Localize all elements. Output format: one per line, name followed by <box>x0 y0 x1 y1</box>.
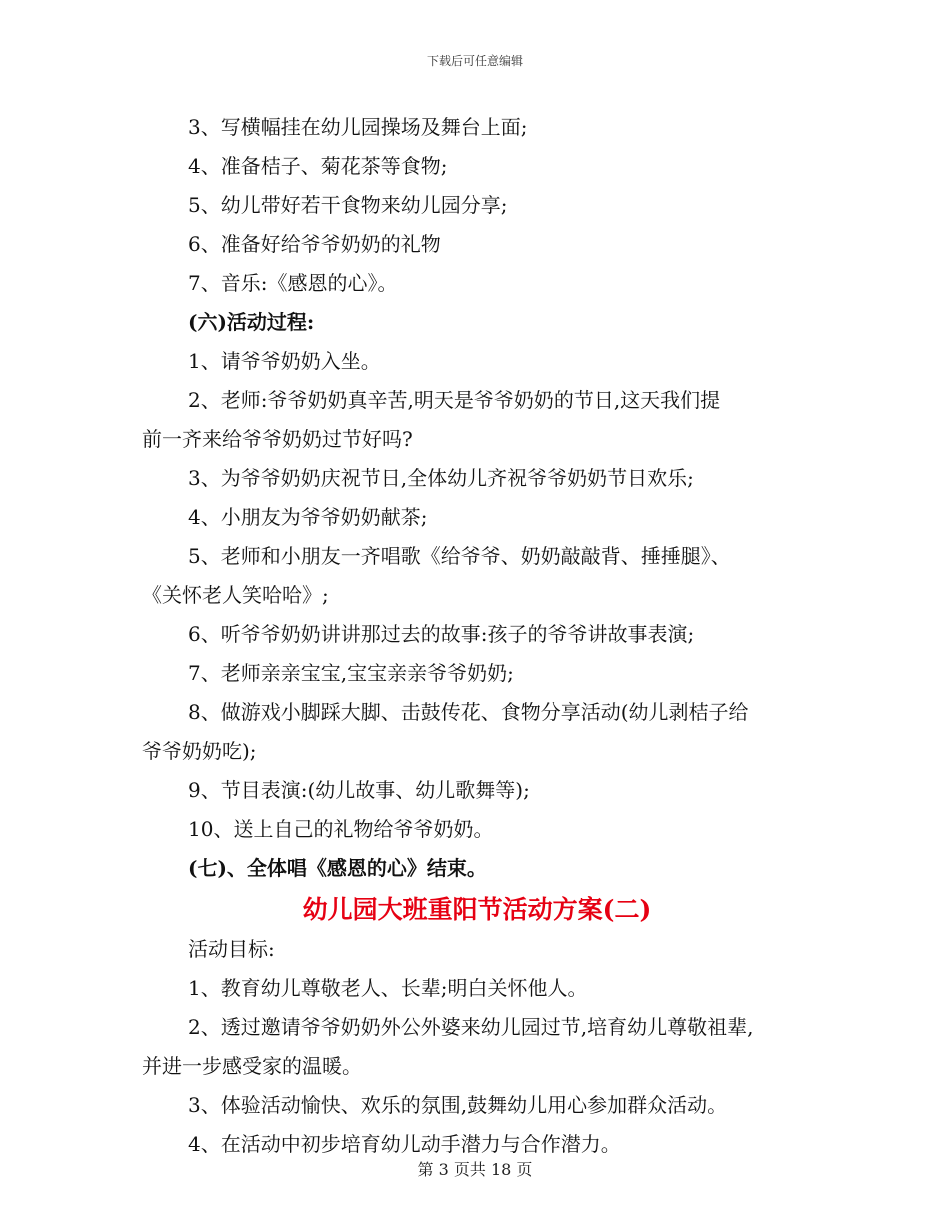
list-item: 4、准备桔子、菊花茶等食物; <box>188 154 448 178</box>
list-item: 7、音乐:《感恩的心》。 <box>188 271 398 295</box>
list-item: 8、做游戏小脚踩大脚、击鼓传花、食物分享活动(幼儿剥桔子给 <box>188 700 749 724</box>
document-body <box>142 108 812 1164</box>
list-item-continuation: 《关怀老人笑哈哈》; <box>142 583 329 607</box>
section-heading: (六)活动过程: <box>188 310 315 334</box>
list-item-continuation: 并进一步感受家的温暖。 <box>142 1054 362 1078</box>
page-header: 下载后可任意编辑 <box>426 54 523 68</box>
list-item: 10、送上自己的礼物给爷爷奶奶。 <box>188 817 494 841</box>
list-item: 1、请爷爷奶奶入坐。 <box>188 349 381 373</box>
list-item: 3、体验活动愉快、欢乐的氛围,鼓舞幼儿用心参加群众活动。 <box>188 1093 728 1117</box>
page-footer: 第 3 页共 18 页 <box>417 1160 533 1179</box>
paragraph-label: 活动目标: <box>188 937 275 961</box>
list-item: 1、教育幼儿尊敬老人、长辈;明白关怀他人。 <box>188 976 588 1000</box>
list-item: 6、听爷爷奶奶讲讲那过去的故事:孩子的爷爷讲故事表演; <box>188 622 695 646</box>
section-heading: (七)、全体唱《感恩的心》结束。 <box>188 856 487 880</box>
list-item: 5、幼儿带好若干食物来幼儿园分享; <box>188 193 508 217</box>
list-item: 6、准备好给爷爷奶奶的礼物 <box>188 232 441 256</box>
list-item: 3、为爷爷奶奶庆祝节日,全体幼儿齐祝爷爷奶奶节日欢乐; <box>188 466 694 490</box>
list-item: 4、小朋友为爷爷奶奶献茶; <box>188 505 428 529</box>
list-item-continuation: 爷爷奶奶吃); <box>142 739 257 763</box>
list-item: 7、老师亲亲宝宝,宝宝亲亲爷爷奶奶; <box>188 661 514 685</box>
list-item: 9、节目表演:(幼儿故事、幼儿歌舞等); <box>188 778 530 802</box>
list-item: 3、写横幅挂在幼儿园操场及舞台上面; <box>188 115 528 139</box>
list-item: 4、在活动中初步培育幼儿动手潜力与合作潜力。 <box>188 1132 621 1156</box>
list-item: 2、透过邀请爷爷奶奶外公外婆来幼儿园过节,培育幼儿尊敬祖辈, <box>188 1015 754 1039</box>
section-title: 幼儿园大班重阳节活动方案(二) <box>302 895 652 924</box>
list-item-continuation: 前一齐来给爷爷奶奶过节好吗? <box>142 427 413 451</box>
list-item: 2、老师:爷爷奶奶真辛苦,明天是爷爷奶奶的节日,这天我们提 <box>188 388 721 412</box>
list-item: 5、老师和小朋友一齐唱歌《给爷爷、奶奶敲敲背、捶捶腿》、 <box>188 544 731 568</box>
